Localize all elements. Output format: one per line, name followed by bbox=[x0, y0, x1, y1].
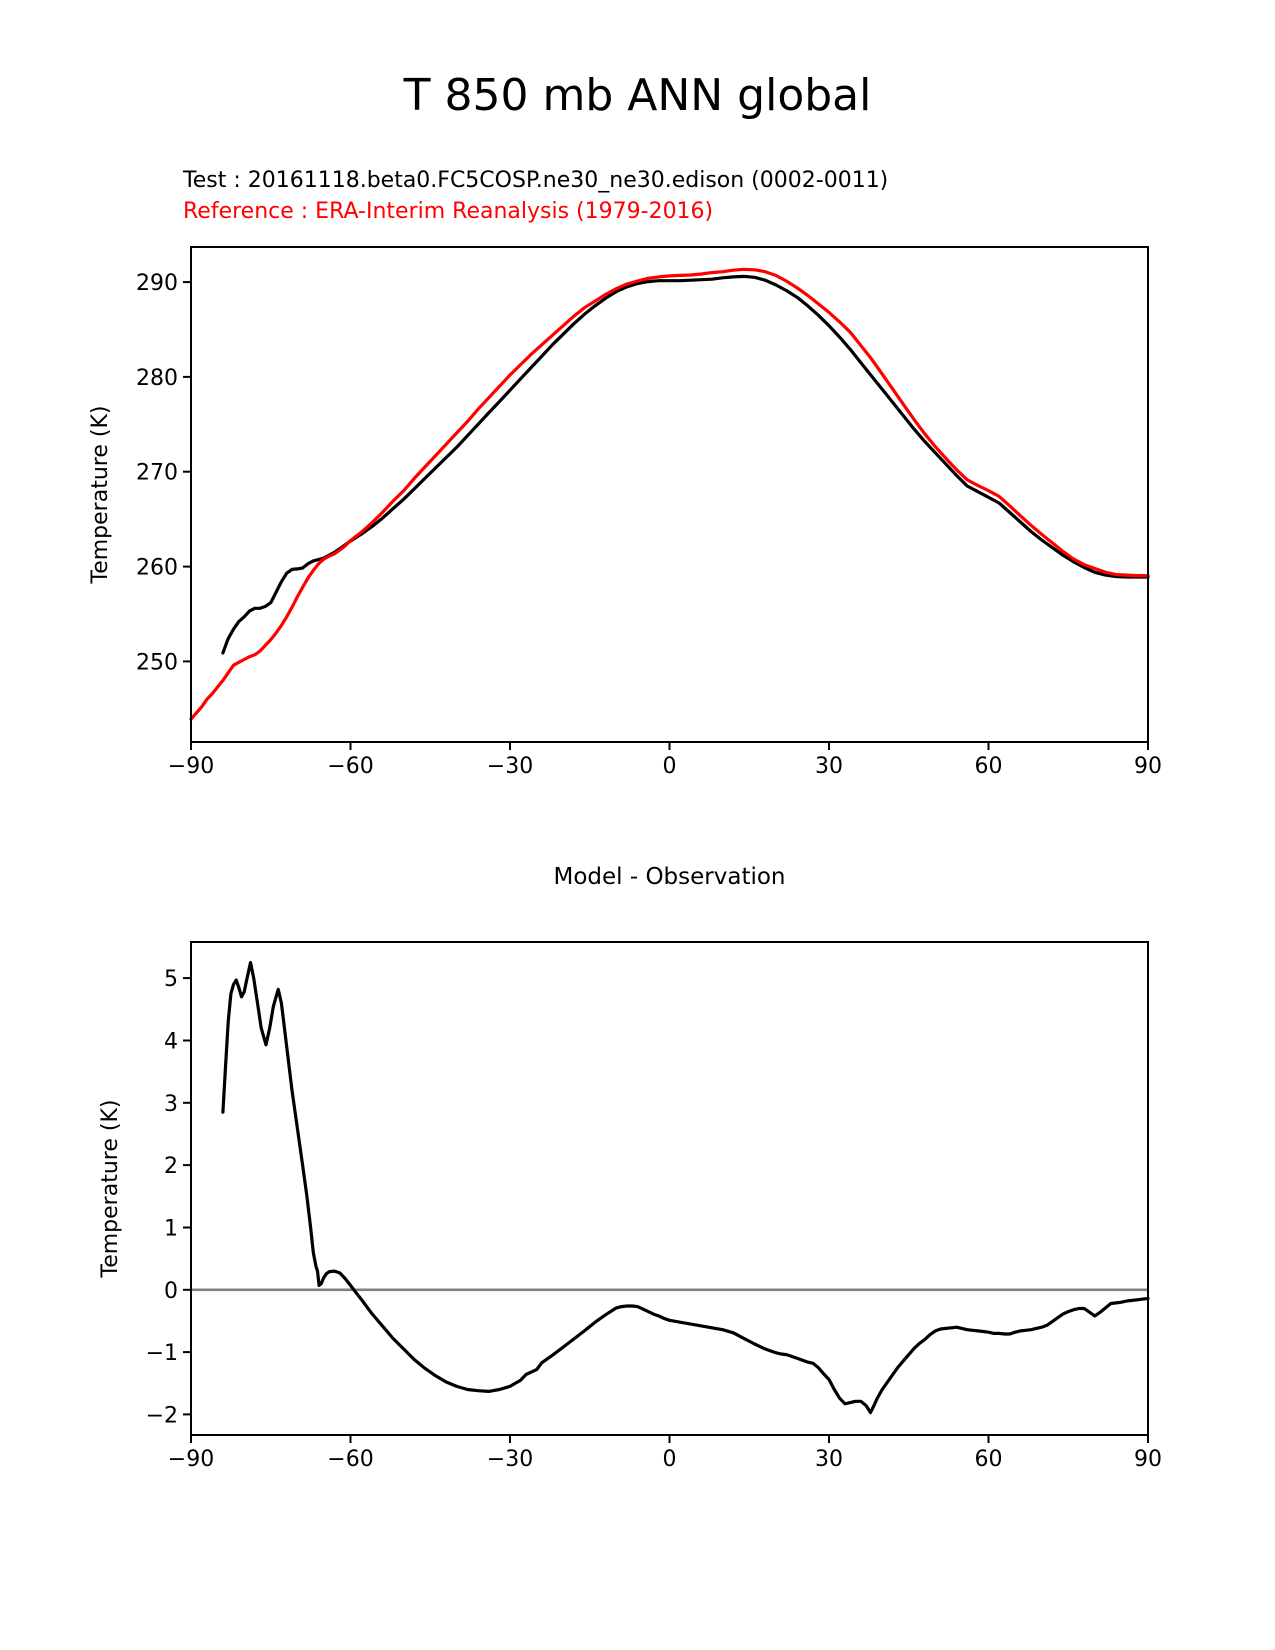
y-tick-label: 3 bbox=[164, 1091, 178, 1117]
difference-chart bbox=[98, 864, 1162, 1472]
curve-reference bbox=[191, 269, 1148, 719]
x-tick-label: 60 bbox=[974, 1447, 1003, 1472]
y-tick-label: 260 bbox=[136, 555, 178, 581]
x-tick-label: −90 bbox=[167, 1447, 215, 1472]
curve-model-observation bbox=[223, 963, 1148, 1413]
x-tick-label: 0 bbox=[662, 1447, 677, 1472]
x-tick-label: −60 bbox=[327, 1447, 374, 1472]
plot-frame bbox=[191, 247, 1148, 742]
plot-frame bbox=[191, 942, 1148, 1435]
x-tick-label: 90 bbox=[1134, 754, 1162, 779]
y-tick-label: 2 bbox=[164, 1154, 178, 1180]
x-tick-label: 30 bbox=[815, 754, 843, 779]
x-tick-label: −60 bbox=[327, 754, 374, 779]
x-tick-label: −30 bbox=[486, 1447, 534, 1472]
y-tick-label: 4 bbox=[164, 1029, 178, 1055]
chart-title: Model - Observation bbox=[553, 864, 786, 890]
temperature-chart bbox=[88, 247, 1162, 779]
figure-title: T 850 mb ANN global bbox=[403, 70, 872, 121]
x-tick-label: 60 bbox=[974, 754, 1003, 779]
y-tick-label: 280 bbox=[136, 365, 178, 391]
y-tick-label: 250 bbox=[136, 650, 178, 676]
y-tick-label: −1 bbox=[145, 1341, 178, 1367]
y-tick-label: −2 bbox=[145, 1403, 178, 1429]
x-tick-label: −30 bbox=[486, 754, 534, 779]
x-tick-label: 30 bbox=[815, 1447, 843, 1472]
y-tick-label: 0 bbox=[164, 1278, 178, 1304]
test-subtitle: Test : 20161118.beta0.FC5COSP.ne30_ne30.edison (0002-0011) bbox=[183, 168, 889, 193]
y-axis-label: Temperature (K) bbox=[88, 405, 113, 584]
x-tick-label: 90 bbox=[1134, 1447, 1162, 1472]
y-tick-label: 290 bbox=[136, 271, 178, 297]
y-axis-label: Temperature (K) bbox=[98, 1099, 123, 1278]
y-tick-label: 5 bbox=[164, 967, 178, 993]
y-tick-label: 1 bbox=[164, 1216, 178, 1242]
reference-subtitle: Reference : ERA-Interim Reanalysis (1979-2016) bbox=[183, 199, 714, 224]
curve-test bbox=[223, 276, 1148, 653]
x-tick-label: −90 bbox=[167, 754, 215, 779]
x-tick-label: 0 bbox=[662, 754, 677, 779]
y-tick-label: 270 bbox=[136, 460, 178, 486]
